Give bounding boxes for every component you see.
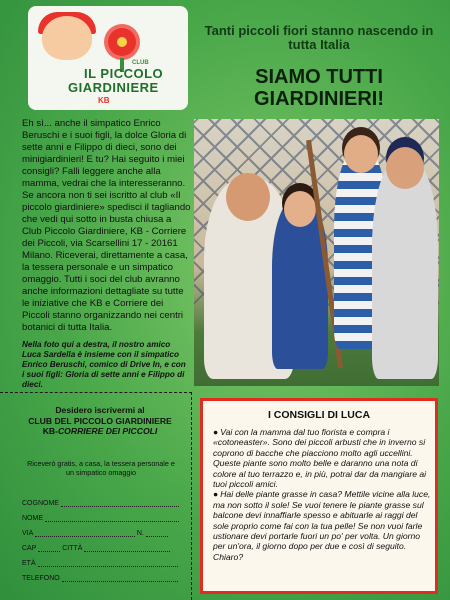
headline-subtitle: Tanti piccoli fiori stanno nascendo in tutta Italia: [204, 23, 434, 52]
coupon-head-line-2: CLUB DEL PICCOLO GIARDINIERE: [28, 415, 172, 426]
nome-line[interactable]: [45, 514, 179, 522]
family-photo: [194, 119, 439, 386]
club-logo: [28, 6, 188, 110]
cognome-label: COGNOME: [22, 500, 59, 507]
citta-label: CITTÀ: [62, 545, 83, 552]
gardener-face-icon: [42, 16, 92, 60]
coupon-head-line-3: [20, 426, 180, 437]
via-label: VIA: [22, 530, 33, 537]
telefono-line[interactable]: [62, 574, 178, 582]
article-body: Eh sì... anche il simpatico Enrico Beruschi e i suoi figli, la dolce Gloria di sette anni e Filippo di dieci, sono dei minigiardinieri! E tu? Hai seguito i miei consigli? Falli leggere anche alla mamma, vedrai che la interesseranno. Se ancora non ti sei iscritto al club «Il piccolo giardiniere» spedisci il tagliando che vedi qui sotto in busta chiusa a Club Piccolo Giardiniere, KB - Corriere dei Piccoli, via Scarsellini 17 - 20161 Milano. Riceverai, direttamente a casa, la tessera personale e un simpatico omaggio. Tutti i soci del club avranno anche informazioni dettagliate su tutte le iniziative che KB e Corriere dei Piccoli stanno organizzando nei centri botanici di tutta Italia.: [22, 118, 191, 333]
tips-paragraph-1: Vai con la mamma dal tuo fiorista e compra i «cotoneaster». Sono dei piccoli arbusti che in inverno si coprono di bacche che piacciono molto agli uccellini. Queste piante sono molto belle e daranno una nota di colore al tuo terrazzo e, in più, potrai dar da mangiare ai tuoi piccoli amici.: [213, 427, 427, 490]
bullet-icon: ●: [213, 427, 219, 437]
via-line[interactable]: [35, 529, 135, 537]
coupon-heading: [20, 405, 180, 437]
logo-kb: KB: [98, 96, 110, 105]
tips-box: [200, 398, 438, 594]
photo-person-luca: [372, 159, 438, 379]
via-field[interactable]: [22, 529, 168, 537]
cap-label: CAP: [22, 545, 37, 552]
coupon-cut-line: [191, 392, 192, 600]
nome-label: NOME: [22, 515, 43, 522]
eta-line[interactable]: [38, 559, 178, 567]
headline-title: SIAMO TUTTI GIARDINIERI!: [254, 66, 384, 110]
cap-field[interactable]: [22, 544, 170, 552]
cap-line[interactable]: [38, 544, 60, 552]
eta-field[interactable]: [22, 559, 178, 567]
flower-icon: [108, 28, 136, 56]
numero-label: N.: [136, 530, 144, 537]
cognome-field[interactable]: [22, 499, 179, 507]
coupon-head-line-1: Desidero iscrivermi al: [55, 405, 145, 415]
eta-label: ETÀ: [22, 560, 36, 567]
telefono-label: TELEFONO: [22, 575, 60, 582]
tips-paragraph-2: Hai delle piante grasse in casa? Mettile vicine alla luce, ma non sotto il sole! Se vuoi tenere le piante grasse sul balcone devi innaffiarle spesso e abituarle ai raggi del sole proprio come fai con la tua pelle! Se non vuoi farle ustionare devi portarle fuori un po' per volta. Un giorno per un'ora, il giorno dopo per due e così di seguito. Chiaro?: [213, 489, 431, 562]
cognome-line[interactable]: [61, 499, 179, 507]
photo-caption: Nella foto qui a destra, il nostro amico Luca Sardella è insieme con il simpatico Enrico Beruschi, comico di Drive In, e con i suoi figli: Gloria di sette anni e Filippo di dieci.: [22, 340, 186, 389]
coupon-note: Riceverò gratis, a casa, la tessera personale e un simpatico omaggio: [27, 459, 175, 477]
signup-coupon: [0, 392, 192, 600]
logo-line-2: GIARDINIERE: [68, 80, 159, 95]
tips-title: I CONSIGLI DI LUCA: [267, 409, 371, 421]
bullet-icon: ●: [213, 489, 219, 500]
coupon-head-corriere: CORRIERE DEI PICCOLI: [57, 426, 158, 436]
nome-field[interactable]: [22, 514, 179, 522]
numero-line[interactable]: [146, 529, 168, 537]
logo-line-1: IL PICCOLO: [84, 66, 164, 81]
tips-text: [213, 427, 433, 562]
logo-club-label: CLUB: [132, 60, 149, 66]
telefono-field[interactable]: [22, 574, 178, 582]
coupon-head-kb: KB-: [42, 426, 58, 436]
citta-line[interactable]: [84, 544, 170, 552]
